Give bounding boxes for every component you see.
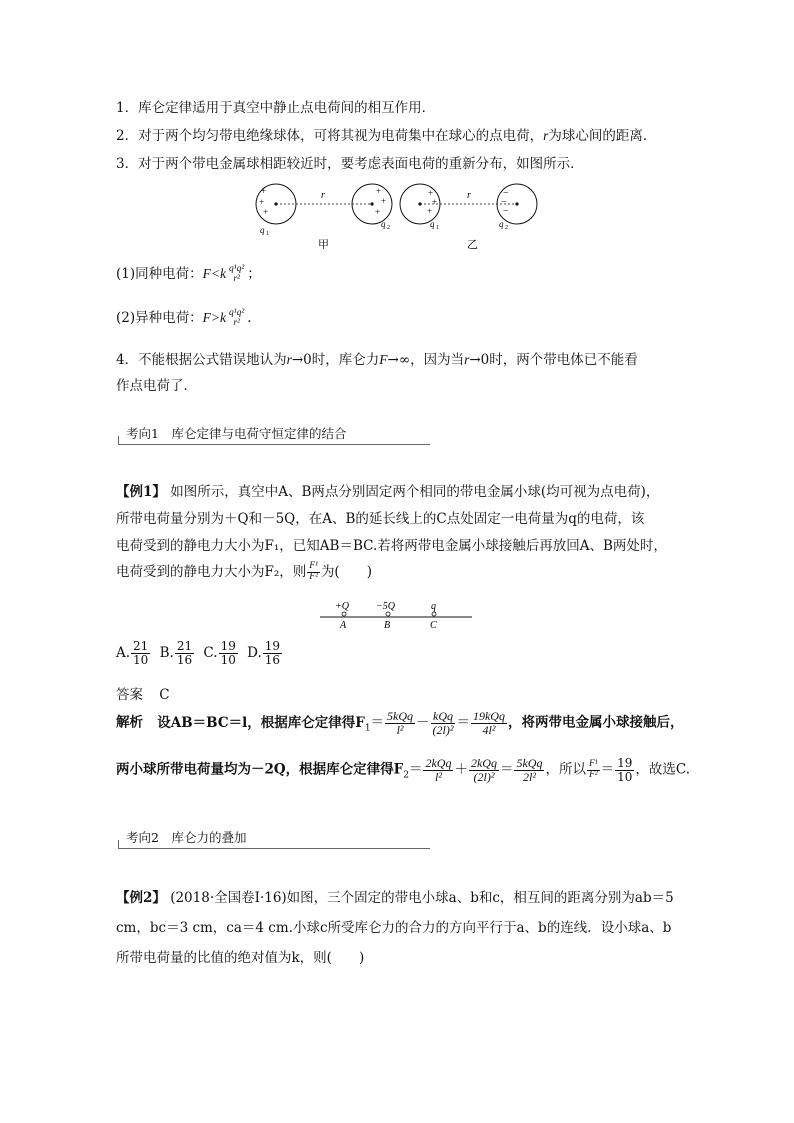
plus-sign: + xyxy=(427,206,433,216)
note-4-line-2: 作点电荷了． xyxy=(116,378,197,394)
note-4-line-1: 4．不能根据公式错误地认为r→0时，库仑力F→∞，因为当r→0时，两个带电体已不能看 xyxy=(116,352,638,368)
label-q2-left: q xyxy=(381,219,386,229)
plus-sign: + xyxy=(381,196,387,206)
condition-same-charge: (1)同种电荷：F<k q¹q² r² ； xyxy=(116,263,261,284)
charge-c-label: q xyxy=(431,601,436,612)
charge-b-label: −5Q xyxy=(376,601,395,612)
analysis-line-1: 解析 设AB＝BC＝l，根据库仑定律得$F_1=$ $\frac{\text{5kQq}}{\text{l²}}$ － $\frac{\text{kQq}}{\text{(2l)²}}$ ＝ $\frac{\text{19kQq}}{\text{4l²}}$ ，将两带电金属小球接触后， xyxy=(116,709,684,737)
condition-2-relation: F>k xyxy=(202,310,226,325)
point-a-label: A xyxy=(340,620,347,631)
section-header-2 xyxy=(118,828,430,849)
point-c-label: C xyxy=(430,620,437,631)
plus-sign: + xyxy=(375,207,381,217)
answer-line xyxy=(116,683,170,703)
plus-sign: + xyxy=(263,207,269,217)
section-header-1 xyxy=(118,424,430,445)
option-b[interactable]: B. $\frac{21}{16}$ xyxy=(159,639,193,667)
coulomb-fraction: q¹q² r² xyxy=(228,307,245,328)
note-2 xyxy=(116,124,656,144)
sub-1-left: 1 xyxy=(266,231,269,237)
option-c[interactable]: C. $\frac{19}{10}$ xyxy=(203,639,236,667)
analysis-line-2: 两小球所带电荷量均为－2Q，根据库仑定律得$F_2=$ $\frac{\text{2kQq}}{\text{l²}}$ ＋ $\frac{\text{2kQq}}{\text{(2l)²}}$ ＝ $\frac{\text{5kQq}}{\text{2l²}}$ ，所以 $\frac{\text{F¹}}{\text{F²}}$ ＝ $\frac{19}{10}$ ，故选C. xyxy=(116,756,691,784)
answer-label: 答案 xyxy=(116,687,143,703)
plus-sign: + xyxy=(259,197,265,207)
section-header-2-label: 考向2 库仑力的叠加 xyxy=(126,830,247,845)
plus-sign: + xyxy=(261,186,267,196)
example-1-tag: 【例1】 xyxy=(116,484,166,500)
label-r-right: r xyxy=(467,190,471,201)
plus-sign: + xyxy=(428,188,434,198)
condition-1-relation: F<k xyxy=(202,266,226,281)
label-q1-left: q xyxy=(260,225,265,235)
example-2-tag: 【例2】 xyxy=(116,890,166,906)
label-q2-right: q xyxy=(499,219,504,229)
charge-a-label: +Q xyxy=(335,601,349,612)
force-ratio-fraction: $\frac{\text{F¹}}{\text{F²}}$ xyxy=(309,561,318,582)
analysis-label: 解析 xyxy=(116,714,143,731)
plus-sign: + xyxy=(432,197,438,207)
sub-2-left: 2 xyxy=(387,225,390,231)
plus-sign: + xyxy=(376,186,382,196)
option-d[interactable]: D. $\frac{19}{16}$ xyxy=(247,639,281,667)
sub-2-right: 2 xyxy=(505,225,508,231)
caption-yi: 乙 xyxy=(467,239,478,251)
sphere-diagram xyxy=(240,176,560,254)
example-2-line-3: 所带电荷量的比值的绝对值为k，则( ) xyxy=(116,950,365,966)
answer-options xyxy=(116,640,283,666)
note-3: 3．对于两个带电金属球相距较近时，要考虑表面电荷的重新分布，如图所示． xyxy=(116,156,584,172)
example-1-line-1: 【例1】 如图所示，真空中A、B两点分别固定两个相同的带电金属小球(均可视为点电荷)， xyxy=(116,484,660,500)
minus-sign: − xyxy=(503,188,509,199)
note-2-r: r xyxy=(543,128,549,143)
note-2-text-a: 2．对于两个均匀带电绝缘球体，可将其视为电荷集中在球心的点电荷， xyxy=(116,128,544,144)
example-2-line-1: 【例2】 (2018·全国卷Ⅰ·16)如图，三个固定的带电小球a、b和c，相互间的距离分别为ab＝5 xyxy=(116,890,674,906)
condition-1-label: (1)同种电荷： xyxy=(116,266,203,282)
label-q1-right: q xyxy=(430,219,435,229)
sub-1-right: 1 xyxy=(436,225,439,231)
example-1-line-3: 电荷受到的静电力大小为F₁，已知AB＝BC.若将两带电金属小球接触后再放回A、B两处时， xyxy=(116,538,667,554)
coulomb-fraction: q¹q² r² xyxy=(228,263,245,284)
note-1: 1．库仑定律适用于真空中静止点电荷间的相互作用． xyxy=(116,100,436,116)
section-header-1-label: 考向1 库仑定律与电荷守恒定律的结合 xyxy=(126,426,347,441)
minus-sign: − xyxy=(501,197,507,208)
note-2-text-b: 为球心间的距离． xyxy=(548,128,657,144)
example-1-line-4: 电荷受到的静电力大小为F₂，则 $\frac{\text{F¹}}{\text{F²}}$ 为( ) xyxy=(116,561,372,582)
answer-value: C xyxy=(159,687,170,703)
point-c-marker xyxy=(432,612,436,616)
condition-2-label: (2)异种电荷： xyxy=(116,310,203,326)
point-b-label: B xyxy=(384,620,391,631)
example-2-line-2: cm，bc＝3 cm，ca＝4 cm.小球c所受库仑力的合力的方向平行于a、b的连线．设小球a、b xyxy=(116,920,672,936)
condition-opposite-charge: (2)异种电荷：F>k q¹q² r² . xyxy=(116,307,252,328)
label-r-left: r xyxy=(321,190,325,201)
minus-sign: − xyxy=(503,206,509,217)
point-a-marker xyxy=(342,612,346,616)
example-1-line-2: 所带电荷量分别为＋Q和－5Q，在A、B的延长线上的C点处固定一电荷量为q的电荷，该 xyxy=(116,511,645,527)
option-a[interactable]: A. $\frac{21}{10}$ xyxy=(116,639,149,667)
caption-jia: 甲 xyxy=(318,239,329,251)
point-charge-diagram xyxy=(318,596,478,632)
point-b-marker xyxy=(386,612,390,616)
